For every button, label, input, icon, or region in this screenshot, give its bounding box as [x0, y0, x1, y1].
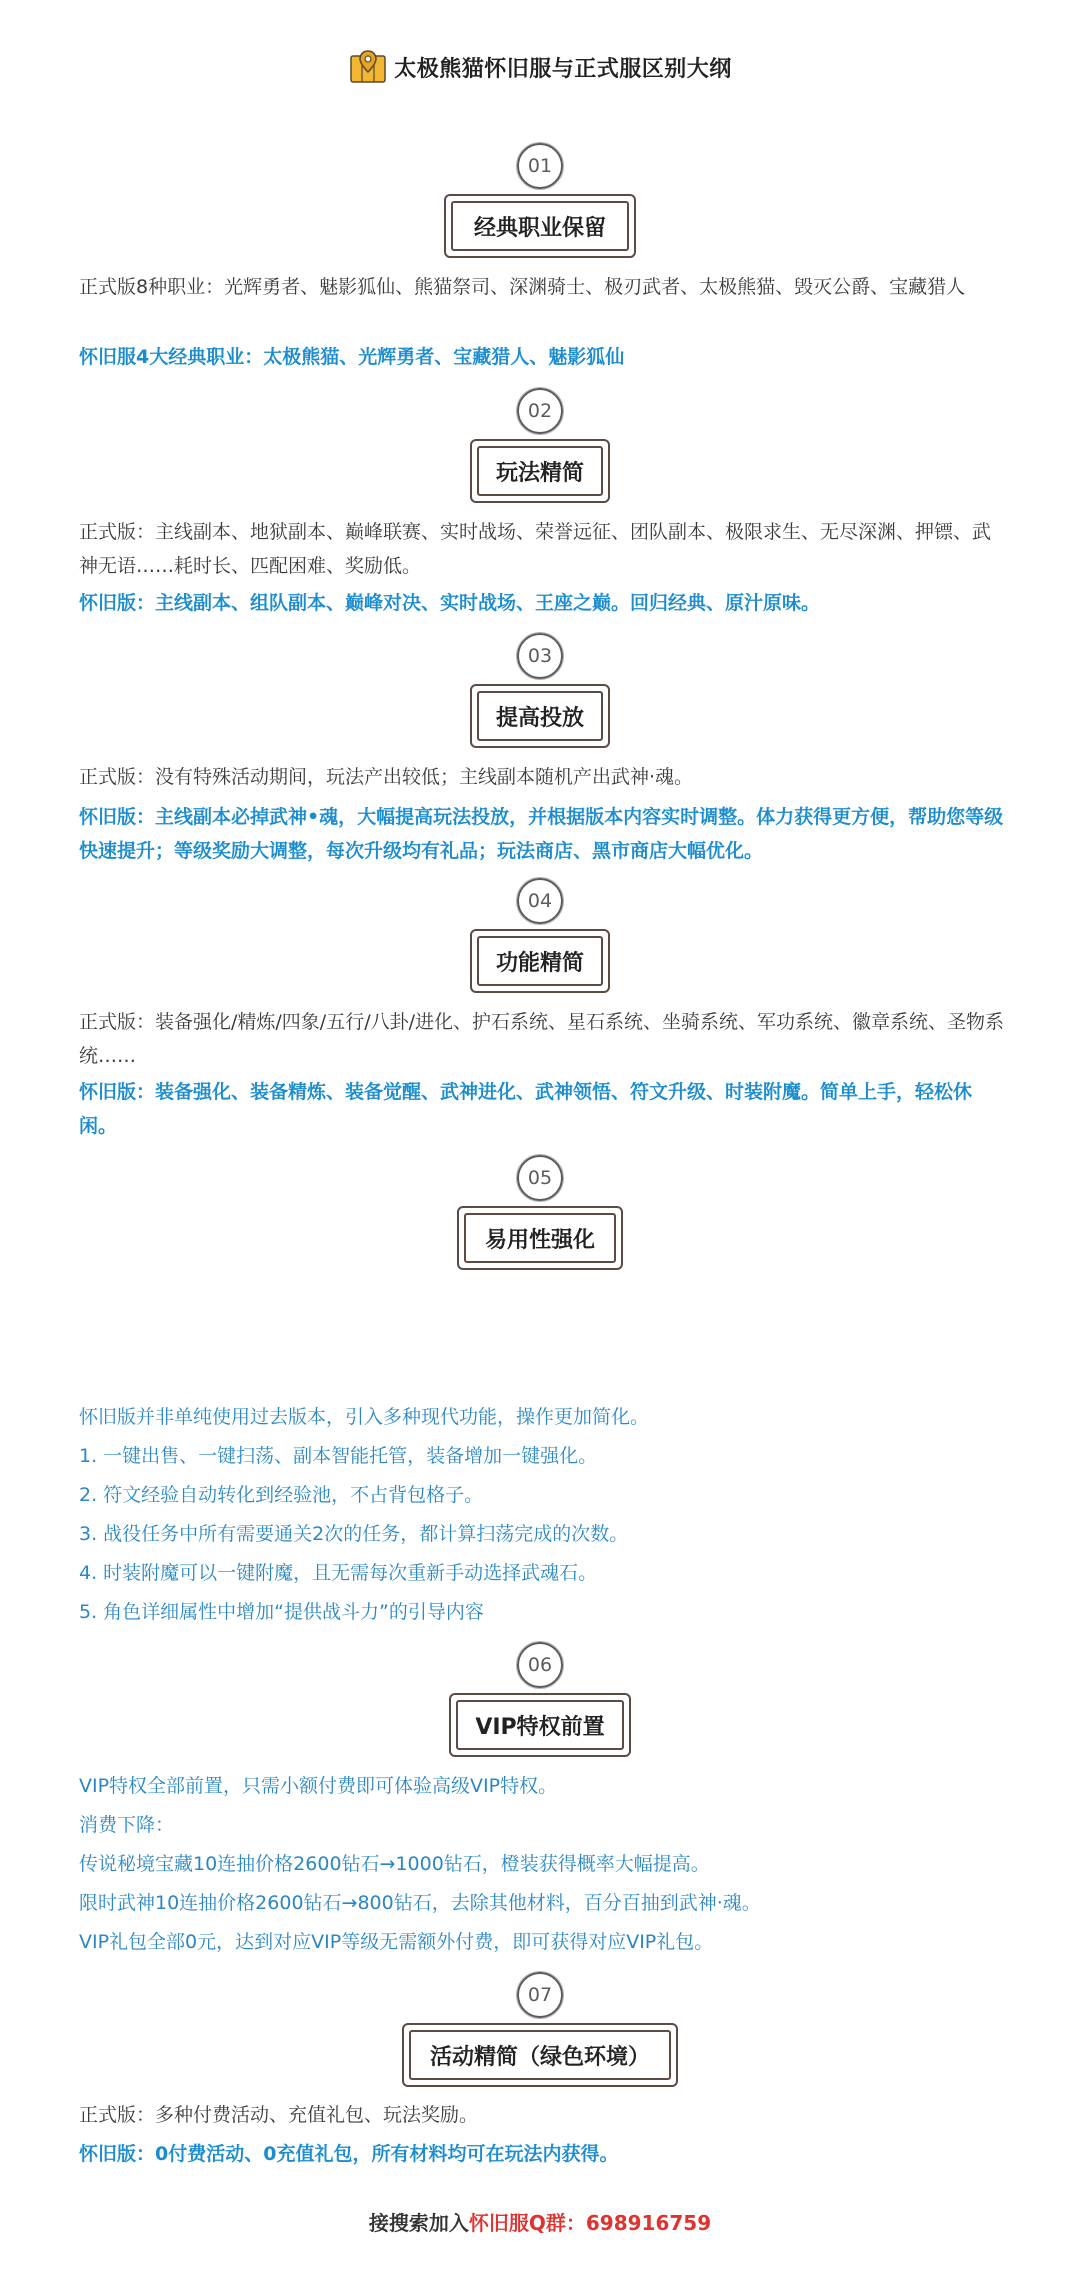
- nostalgia-version-text: 怀旧服4大经典职业：太极熊猫、光辉勇者、宝藏猎人、魅影狐仙: [79, 346, 625, 368]
- list-item: 怀旧版并非单纯使用过去版本，引入多种现代功能，操作更加简化。: [79, 1406, 650, 1428]
- list-item: 2. 符文经验自动转化到经验池，不占背包格子。: [79, 1484, 484, 1506]
- list-item: 3. 战役任务中所有需要通关2次的任务，都计算扫荡完成的次数。: [79, 1523, 629, 1545]
- map-pin-icon: [348, 47, 388, 87]
- section-number: 02: [517, 388, 563, 434]
- nostalgia-version-text: 怀旧版：主线副本必掉武神•魂，大幅提高玩法投放，并根据版本内容实时调整。体力获得更方便，帮助您等级快速提升；等级奖励大调整，每次升级均有礼品；玩法商店、黑市商店大幅优化。: [79, 806, 1004, 862]
- section-number: 07: [517, 1972, 563, 2018]
- section-title: 提高投放: [470, 684, 610, 748]
- section-number: 04: [517, 878, 563, 924]
- section-title: 活动精简（绿色环境）: [402, 2023, 678, 2087]
- list-item: 5. 角色详细属性中增加“提供战斗力”的引导内容: [79, 1601, 484, 1623]
- section-title: 易用性强化: [457, 1206, 623, 1270]
- page-title: 太极熊猫怀旧服与正式服区别大纲: [394, 56, 732, 82]
- section-number: 03: [517, 633, 563, 679]
- regular-version-text: 正式版8种职业：光辉勇者、魅影狐仙、熊猫祭司、深渊骑士、极刃武者、太极熊猫、毁灭公爵、宝藏猎人: [79, 276, 966, 298]
- footer-join-group: [0, 2207, 1080, 2236]
- list-item: VIP礼包全部0元，达到对应VIP等级无需额外付费，即可获得对应VIP礼包。: [79, 1931, 714, 1953]
- list-item: 1. 一键出售、一键扫荡、副本智能托管，装备增加一键强化。: [79, 1445, 598, 1467]
- list-item: 4. 时装附魔可以一键附魔，且无需每次重新手动选择武魂石。: [79, 1562, 598, 1584]
- list-item: 限时武神10连抽价格2600钻石→800钻石，去除其他材料，百分百抽到武神·魂。: [79, 1892, 761, 1914]
- section-number: 01: [517, 143, 563, 189]
- section-number: 05: [517, 1155, 563, 1201]
- nostalgia-version-text: 怀旧版：装备强化、装备精炼、装备觉醒、武神进化、武神领悟、符文升级、时装附魔。简单上手，轻松休闲。: [79, 1081, 973, 1137]
- section-title: VIP特权前置: [449, 1693, 631, 1757]
- nostalgia-version-text: 怀旧版：0付费活动、0充值礼包，所有材料均可在玩法内获得。: [79, 2143, 619, 2165]
- regular-version-text: 正式版：主线副本、地狱副本、巅峰联赛、实时战场、荣誉远征、团队副本、极限求生、无尽深渊、押镖、武神无语……耗时长、匹配困难、奖励低。: [79, 521, 992, 577]
- regular-version-text: 正式版：多种付费活动、充值礼包、玩法奖励。: [79, 2104, 479, 2126]
- regular-version-text: 正式版：装备强化/精炼/四象/五行/八卦/进化、护石系统、星石系统、坐骑系统、军功系统、徽章系统、圣物系统……: [79, 1011, 1005, 1067]
- nostalgia-version-text: 怀旧版：主线副本、组队副本、巅峰对决、实时战场、王座之巅。回归经典、原汁原味。: [79, 592, 821, 614]
- page-header: [0, 45, 1080, 89]
- footer-prefix: 接搜索加入: [368, 2211, 469, 2235]
- section-title: 经典职业保留: [444, 194, 636, 258]
- section-number: 06: [517, 1642, 563, 1688]
- list-item: 传说秘境宝藏10连抽价格2600钻石→1000钻石，橙装获得概率大幅提高。: [79, 1853, 710, 1875]
- list-item: 消费下降：: [79, 1814, 175, 1836]
- section-title: 功能精简: [470, 929, 610, 993]
- list-item: VIP特权全部前置，只需小额付费即可体验高级VIP特权。: [79, 1775, 558, 1797]
- qq-group-number: 怀旧服Q群：698916759: [468, 2211, 712, 2235]
- section-title: 玩法精简: [470, 439, 610, 503]
- regular-version-text: 正式版：没有特殊活动期间，玩法产出较低；主线副本随机产出武神·魂。: [79, 766, 694, 788]
